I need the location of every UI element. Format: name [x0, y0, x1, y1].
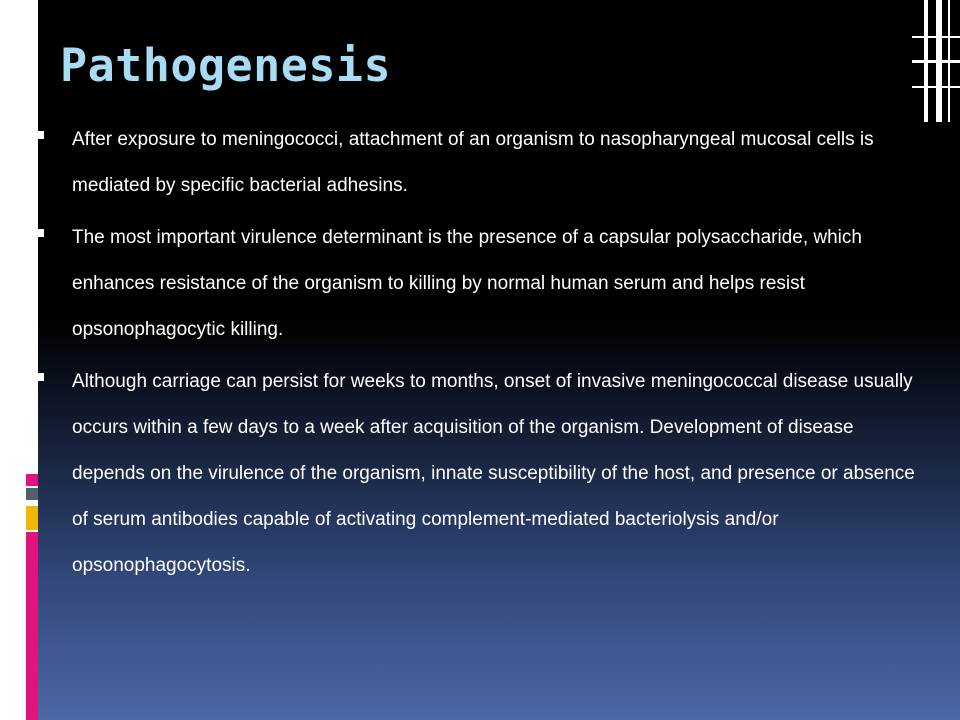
bullet-item	[30, 359, 930, 589]
bullet-list	[30, 117, 930, 595]
square-bullet-icon	[36, 131, 44, 139]
square-bullet-icon	[36, 373, 44, 381]
corner-decoration-line	[912, 86, 960, 88]
square-bullet-icon	[36, 229, 44, 237]
bullet-text: After exposure to meningococci, attachment of an organism to nasopharyngeal mucosal cells is mediated by specific bacterial adhesins.	[72, 129, 874, 196]
bullet-item	[30, 117, 930, 209]
bullet-text: The most important virulence determinant is the presence of a capsular polysaccharide, which enhances resistance of the organism to killing by normal human serum and helps resist opsonophagocytic killing.	[72, 227, 862, 340]
corner-decoration-line	[912, 36, 960, 38]
bullet-text: Although carriage can persist for weeks to months, onset of invasive meningococcal disease usually occurs within a few days to a week after acquisition of the organism. Development of disease depends on the virulence of the organism, innate susceptibility of the host, and presence or absence of serum antibodies capable of activating complement-mediated bacteriolysis and/or opsonophagocytosis.	[72, 371, 915, 576]
bullet-item	[30, 215, 930, 353]
slide-title: Pathogenesis	[60, 39, 392, 92]
corner-decoration-line	[912, 60, 960, 63]
